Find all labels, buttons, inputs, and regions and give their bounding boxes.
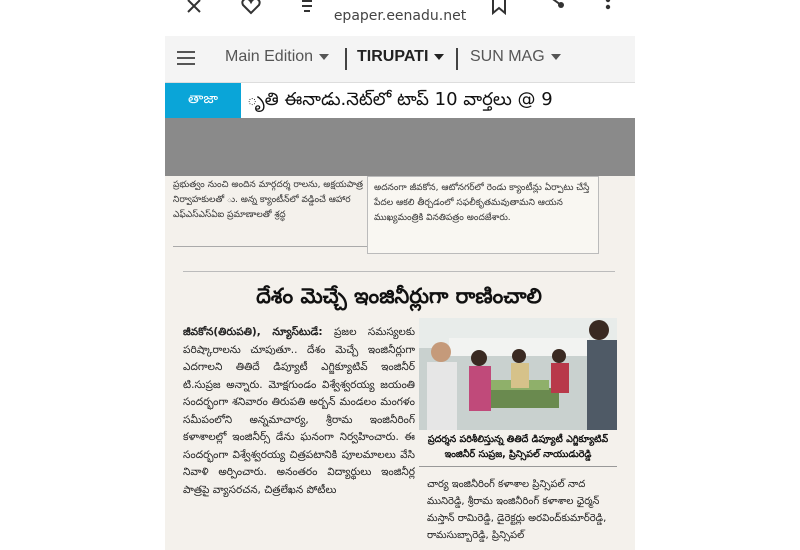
ticker-text[interactable]: ృతి ఈనాడు.నెట్‌లో టాప్ 10 వార్తలు @ 9 bbox=[247, 89, 553, 110]
page-gap bbox=[165, 118, 635, 176]
article-text: ప్రజల సమస్యలకు పరిష్కారాలను చూపుతూ.. దేశం మెచ్చే ఇంజినీర్లుగా ఎదగాలని తితిదే డిప్యూటీ ఎగ్జిక్యూటివ్ ఇంజినీర్ టి.సుప్రజ అన్నారు. మోక్షగుండం విశ్వేశ్వరయ్య జయంతి సందర్భంగా శనివారం తిరుపతి అర్బన్ మండలం మంగళం సమీపంలోని అన్నమాచార్య, శ్రీరామ ఇంజినీరింగ్ కళాశాలల్లో ఇంజినీర్స్ డేను ఘనంగా నిర్వహించారు. ఈ సందర్భంగా విశ్వేశ్వరయ్య చిత్రపటానికి పూలమాలలు వేసి నివాళి అర్పించారు. అనంతరం విద్యార్థులు ఇంజినీర్ల పాత్రపై వ్యాసరచన, చిత్రలేఖన పోటీలు bbox=[183, 326, 415, 496]
article-dateline: జీవకోన(తిరుపతి), న్యూస్‌టుడే: bbox=[183, 326, 323, 338]
article-body bbox=[183, 324, 415, 550]
ticker-badge: తాజా bbox=[165, 83, 241, 118]
edition-nav-bar bbox=[165, 36, 635, 83]
edition-tirupati-dropdown[interactable] bbox=[357, 48, 444, 66]
browser-top-bar bbox=[0, 0, 800, 36]
edition-main-dropdown[interactable] bbox=[225, 48, 329, 66]
nav-divider bbox=[456, 48, 458, 70]
previous-article-right: అదనంగా జీవకోన, ఆటోనగర్‌లో రెండు క్యాంటీన్లు ఏర్పాటు చేస్తే పేదల ఆకలి తీర్చడంలో సఫలీకృతమవుతామని ఆయన ముఖ్యమంత్రికి వినతిపత్రం అందజేశారు. bbox=[367, 176, 599, 254]
hamburger-menu-icon[interactable] bbox=[177, 51, 195, 65]
article-body-continued: చార్య ఇంజినీరింగ్ కళాశాల ప్రిన్సిపల్ నాద మునిరెడ్డి, శ్రీరామ ఇంజినీరింగ్ కళాశాల ఛైర్మన్ మస్తాన్ రామిరెడ్డి, డైరెక్టర్లు అరవింద్‌కుమార్‌రెడ్డి, రామసుబ్బారెడ్డి, ప్రిన్సిపల్ bbox=[427, 479, 607, 541]
news-ticker[interactable] bbox=[165, 83, 635, 118]
edition-sunmag-dropdown[interactable] bbox=[470, 48, 561, 66]
newspaper-page[interactable] bbox=[165, 176, 635, 550]
bookmark-icon[interactable] bbox=[485, 0, 513, 18]
chevron-down-icon bbox=[551, 54, 561, 60]
chevron-down-icon bbox=[434, 54, 444, 60]
previous-article-left: ప్రభుత్వం నుంచి అందిన మార్గదర్శ రాలను, అక్షయపాత్ర నిర్వాహకులతో ు. అన్న క్యాంటీన్‌లో వడ్డించే ఆహార ఎఫ్‌ఎస్ఎస్ఏఐ ప్రమాణాలతో శ్రద్ధ bbox=[173, 178, 373, 247]
chevron-down-icon bbox=[319, 54, 329, 60]
epaper-viewport bbox=[165, 36, 635, 550]
photo-caption: ప్రదర్శన పరిశీలిస్తున్న తితిదే డిప్యూటీ ఎగ్జిక్యూటివ్ ఇంజినీర్ సుప్రజ, ప్రిన్సిపల్ నాయుడురెడ్డి bbox=[419, 432, 617, 467]
article-photo[interactable] bbox=[419, 318, 617, 430]
url-bar[interactable]: epaper.eenadu.net bbox=[333, 8, 467, 24]
more-vert-icon[interactable] bbox=[594, 0, 622, 18]
article-headline: దేశం మెచ్చే ఇంజినీర్లుగా రాణించాలి bbox=[183, 271, 615, 323]
edition-tirupati-label: TIRUPATI bbox=[357, 48, 429, 65]
nav-divider bbox=[345, 48, 347, 70]
edition-sunmag-label: SUN MAG bbox=[470, 48, 545, 65]
share-icon[interactable] bbox=[542, 0, 570, 18]
edition-main-label: Main Edition bbox=[225, 48, 314, 65]
